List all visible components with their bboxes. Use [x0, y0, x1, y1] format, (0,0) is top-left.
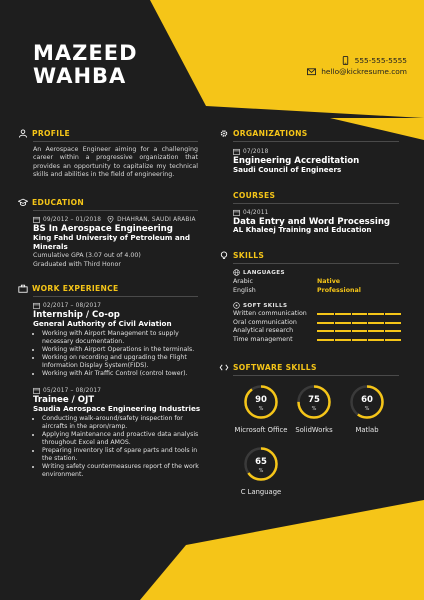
courses-divider — [233, 203, 399, 204]
software-name: C Language — [240, 488, 282, 496]
skill-circle — [349, 384, 385, 420]
graduation-cap-icon — [18, 198, 28, 207]
course-name: Data Entry and Word Processing — [233, 217, 391, 227]
courses-heading: COURSES — [233, 191, 276, 200]
skill-bar-divider — [334, 321, 335, 325]
course-provider: AL Khaleej Training and Education — [233, 225, 372, 234]
job-2-company: Saudia Aerospace Engineering Industries — [33, 404, 201, 413]
skill-level-bar — [317, 339, 401, 341]
envelope-icon — [307, 67, 316, 76]
education-honor: Graduated with Third Honor — [33, 261, 121, 268]
skill-circle — [243, 446, 279, 482]
skill-circle — [296, 384, 332, 420]
job-1-role: Internship / Co-op — [33, 310, 120, 320]
skill-bar-divider — [367, 321, 368, 325]
code-icon — [219, 363, 229, 372]
skill-percent-value: 60 — [361, 395, 373, 405]
skills-heading: SKILLS — [219, 251, 264, 260]
organization-name: Engineering Accreditation — [233, 156, 360, 166]
skill-percent-value: 75 — [308, 395, 320, 405]
degree-title: BS In Aerospace Engineering — [33, 224, 173, 234]
software-name: SolidWorks — [295, 426, 333, 434]
skill-circle — [243, 384, 279, 420]
skill-bar-divider — [334, 338, 335, 342]
skill-bar-divider — [351, 312, 352, 316]
skill-level-bar — [317, 322, 401, 324]
skill-bar-divider — [367, 338, 368, 342]
skill-bar-divider — [367, 329, 368, 333]
percent-sign: % — [258, 468, 264, 474]
skill-percent-value: 90 — [255, 395, 267, 405]
job-2-bullets — [33, 415, 205, 480]
calendar-icon — [233, 148, 240, 155]
list-item: • Preparing inventory list of spare parts and tools in the station. — [42, 447, 205, 463]
percent-sign: % — [364, 406, 370, 412]
list-item: • Working with Airport Operations in the terminals. — [42, 346, 205, 354]
phone-icon — [341, 56, 350, 65]
list-item: • Working with Air Traffic Control (control tower). — [42, 370, 205, 378]
skill-level-bar — [317, 313, 401, 315]
percent-sign: % — [311, 406, 317, 412]
person-icon — [18, 129, 28, 138]
job-1-bullets — [33, 330, 205, 379]
skill-bar-divider — [384, 321, 385, 325]
languages-list — [233, 277, 361, 296]
profile-heading: PROFILE — [18, 129, 70, 138]
calendar-icon — [233, 209, 240, 216]
school-name: King Fahd University of Petroleum and Minerals — [33, 233, 190, 251]
job-1-dates: 02/2017 – 08/2017 — [43, 302, 102, 309]
bulb-icon — [219, 251, 229, 260]
software-divider — [233, 375, 399, 376]
education-dates: 09/2012 – 01/2018 — [43, 216, 102, 223]
job-1 — [33, 302, 205, 378]
skill-percent-value: 65 — [255, 457, 267, 467]
list-item: English Professional — [233, 287, 361, 295]
list-item: • Applying Maintenance and proactive data analysis throughout Excel and AMOS. — [42, 431, 205, 447]
work-heading: WORK EXPERIENCE — [18, 284, 118, 293]
list-item: • Writing safety countermeasures report of the work environment. — [42, 463, 205, 479]
calendar-icon — [33, 387, 40, 394]
skill-bar-divider — [334, 329, 335, 333]
briefcase-icon — [18, 284, 28, 293]
job-2 — [33, 387, 205, 479]
skill-bar-divider — [351, 329, 352, 333]
soft-skills-subheading: SOFT SKILLS — [233, 302, 287, 309]
organization-meta: 07/2018 — [233, 148, 268, 155]
last-name: WAHBA — [33, 64, 127, 88]
organizations-heading: ORGANIZATIONS — [219, 129, 308, 138]
job-1-company: General Authority of Civil Aviation — [33, 319, 172, 328]
first-name: MAZEED — [33, 41, 138, 65]
phone-row — [341, 56, 407, 65]
profile-text: An Aerospace Engineer aiming for a challenging career within a progressive organization that provides an opportunity to capitalize my technical skills and abilities in the field of engineering. — [33, 146, 198, 179]
list-item: • Working with Airport Management to supply necessary documentation. — [42, 330, 205, 346]
software-name: Matlab — [355, 426, 379, 434]
list-item: Analytical research — [233, 327, 401, 336]
education-location: DHAHRAN, SAUDI ARABIA — [117, 216, 196, 223]
organization-body: Saudi Council of Engineers — [233, 165, 342, 174]
education-gpa: Cumulative GPA (3.07 out of 4.00) — [33, 252, 141, 259]
phone-number[interactable]: 555-555-5555 — [354, 56, 407, 65]
list-item: Time management — [233, 336, 401, 345]
globe-icon — [233, 269, 240, 276]
skill-bar-divider — [384, 312, 385, 316]
list-item: • Working on recording and upgrading the Flight Information Display System(FIDS). — [42, 354, 205, 370]
skill-level-bar — [317, 330, 401, 332]
skill-bar-divider — [367, 312, 368, 316]
education-heading: EDUCATION — [18, 198, 84, 207]
profile-divider — [33, 141, 198, 142]
percent-sign: % — [258, 406, 264, 412]
skill-bar-divider — [351, 321, 352, 325]
skills-divider — [233, 263, 399, 264]
course-meta: 04/2011 — [233, 209, 268, 216]
software-heading: SOFTWARE SKILLS — [219, 363, 317, 372]
job-2-dates: 05/2017 – 08/2017 — [43, 387, 102, 394]
languages-subheading: LANGUAGES — [233, 269, 285, 276]
skill-bar-divider — [334, 312, 335, 316]
list-item: Written communication — [233, 310, 401, 319]
work-divider — [33, 296, 198, 297]
skill-bar-divider — [351, 338, 352, 342]
organizations-divider — [233, 141, 399, 142]
job-2-meta — [33, 387, 205, 394]
location-pin-icon — [107, 216, 114, 223]
calendar-icon — [33, 302, 40, 309]
list-item: Arabic Native — [233, 278, 341, 285]
skill-bar-divider — [384, 329, 385, 333]
chat-icon — [233, 302, 240, 309]
calendar-icon — [33, 216, 40, 223]
education-meta — [33, 216, 196, 223]
soft-skills-list — [233, 310, 401, 344]
gear-icon — [219, 129, 229, 138]
job-1-meta — [33, 302, 205, 309]
email-row — [307, 67, 407, 76]
list-item: • Conducting walk-around/safety inspection for aircrafts in the apron/ramp. — [42, 415, 205, 431]
list-item: Oral communication — [233, 319, 401, 328]
candidate-name — [33, 42, 138, 88]
skill-bar-divider — [384, 338, 385, 342]
education-divider — [33, 210, 198, 211]
email-address[interactable]: hello@kickresume.com — [321, 67, 407, 76]
job-2-role: Trainee / OJT — [33, 395, 95, 405]
software-name: Microsoft Office — [234, 426, 288, 434]
